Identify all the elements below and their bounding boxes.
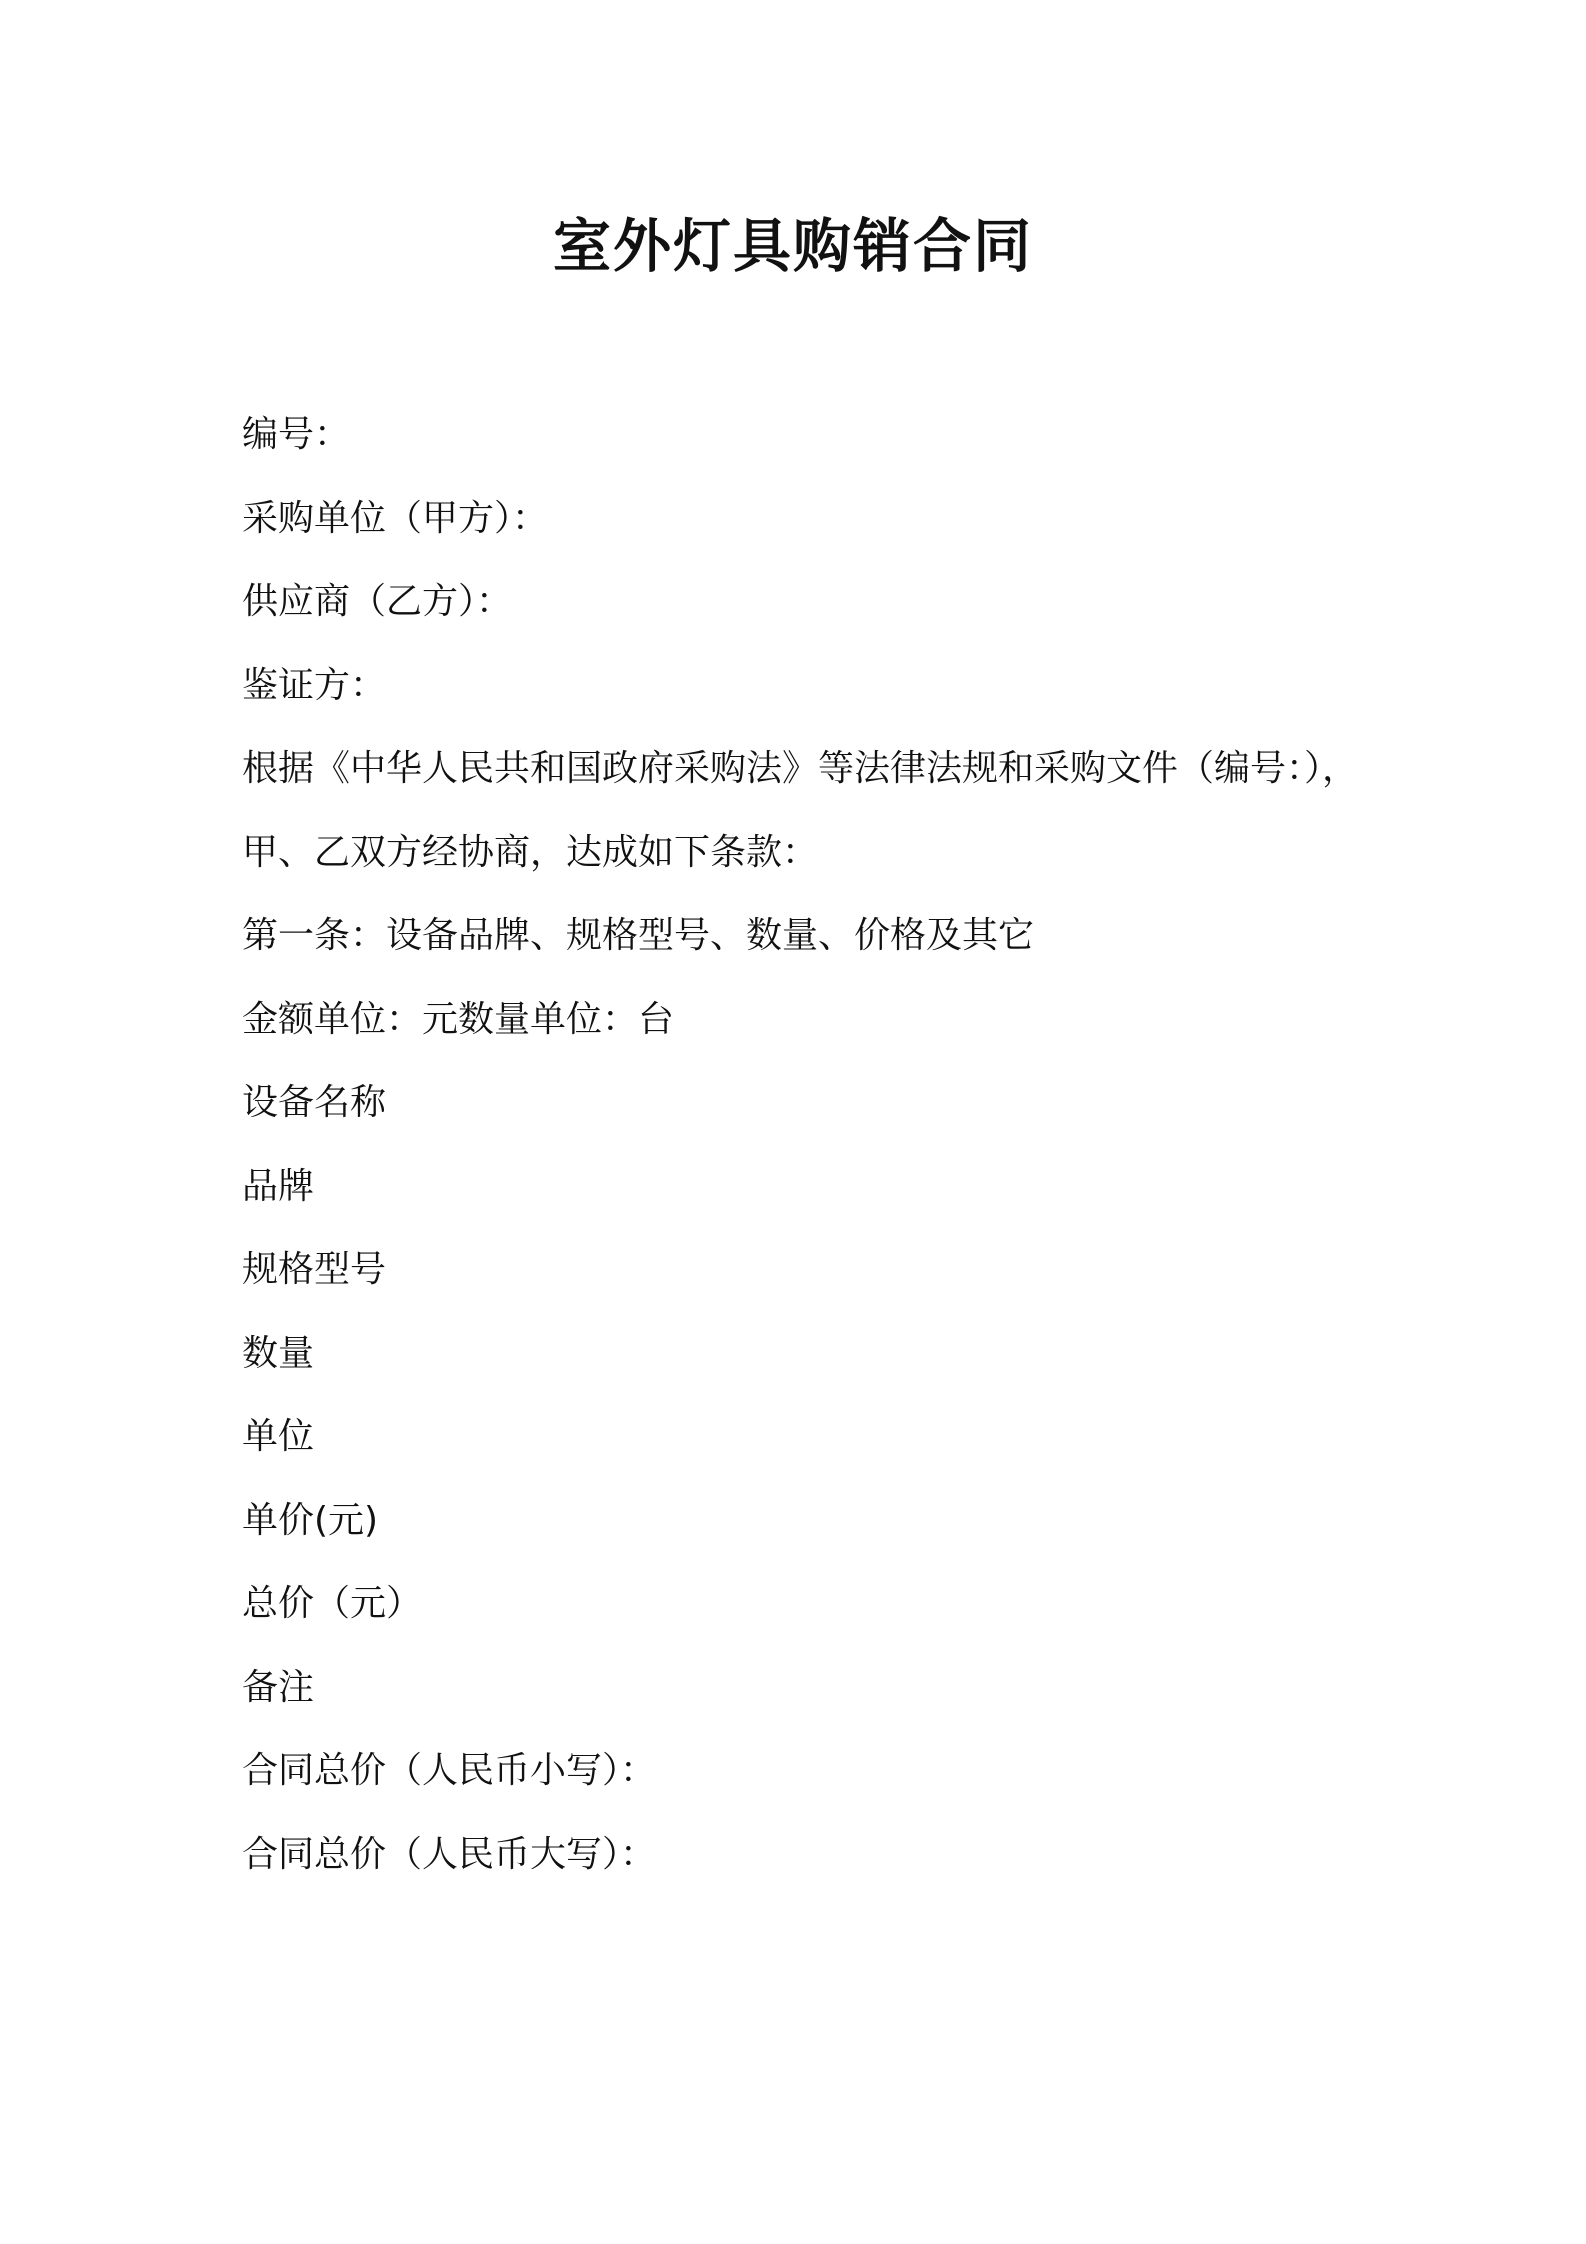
item-unit-price: 单价(元) [242, 1499, 379, 1541]
document-body [242, 405, 1442, 1908]
item-unit: 单位 [242, 1416, 315, 1457]
field-supplier: 供应商（乙方）： [242, 581, 513, 622]
item-brand: 品牌 [242, 1165, 315, 1207]
item-model: 规格型号 [242, 1249, 387, 1290]
field-contract-number: 编号： [242, 414, 351, 455]
document-title: 室外灯具购销合同 [552, 212, 1033, 280]
field-verifier: 鉴证方： [242, 664, 387, 706]
field-total-uppercase: 合同总价（人民币大写）： [242, 1833, 657, 1875]
paragraph-agreement: 甲、乙双方经协商，达成如下条款： [242, 831, 819, 873]
item-equipment-name: 设备名称 [242, 1082, 387, 1123]
units-note: 金额单位：元数量单位：台 [242, 998, 675, 1040]
field-total-lowercase: 合同总价（人民币小写）： [242, 1750, 657, 1791]
item-total-price: 总价（元） [242, 1583, 423, 1624]
item-quantity: 数量 [242, 1332, 315, 1374]
field-purchaser: 采购单位（甲方）： [242, 497, 549, 539]
item-remarks: 备注 [242, 1666, 315, 1708]
clause-one-heading: 第一条：设备品牌、规格型号、数量、价格及其它 [242, 915, 1035, 956]
paragraph-legal-basis: 根据《中华人民共和国政府采购法》等法律法规和采购文件（编号：）， [242, 748, 1359, 789]
